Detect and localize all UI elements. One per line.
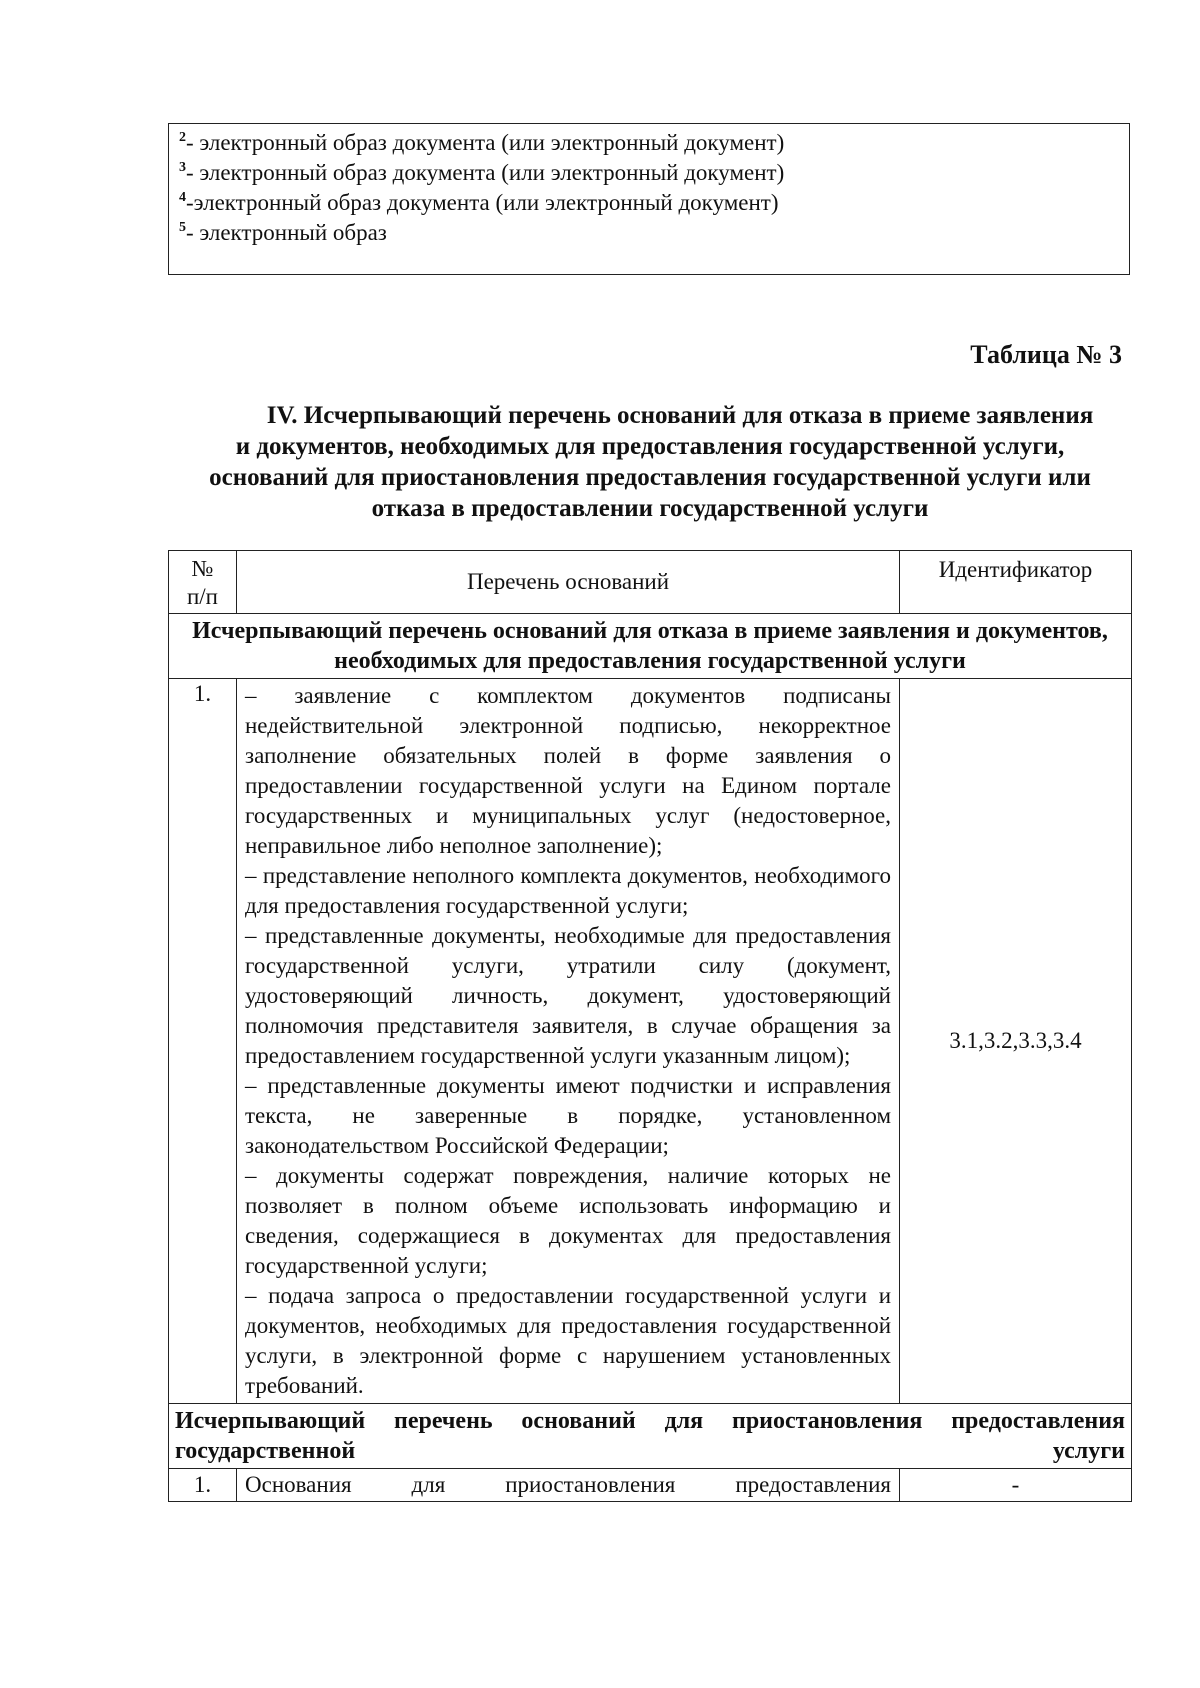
section-title-line: и документов, необходимых для предоставления государственной услуги, bbox=[235, 433, 1065, 460]
ground-item: – заявление с комплектом документов подписаны недействительной электронной подписью, некорректное заполнение обязательных полей в форме заявления о предоставлении государственной услуги на Едином портале государственных и муниципальных услуг (недостоверное, неправильное либо неполное заполнение); bbox=[245, 683, 891, 858]
section-heading: Исчерпывающий перечень оснований для приостановления предоставления государственной услуги bbox=[169, 1404, 1132, 1469]
footnote-mark: 5 bbox=[179, 220, 186, 235]
footnote-text: - электронный образ документа (или электронный документ) bbox=[186, 160, 785, 185]
footnote-mark: 4 bbox=[179, 190, 186, 205]
section-title-line: оснований для приостановления предоставления государственной услуги или bbox=[209, 464, 1091, 491]
section-title-line: отказа в предоставлении государственной услуги bbox=[371, 495, 929, 522]
ground-item: – подача запроса о предоставлении государственной услуги и документов, необходимых для предоставления государственной услуги, в электронной форме с нарушением установленных требований. bbox=[245, 1283, 891, 1398]
table-header-row bbox=[169, 551, 1132, 614]
grounds-table bbox=[168, 550, 1132, 1502]
footnote-mark: 3 bbox=[179, 160, 186, 175]
table-section-row bbox=[169, 1404, 1132, 1469]
footnote-text: -электронный образ документа (или электронный документ) bbox=[186, 190, 779, 215]
ground-item: – представленные документы, необходимые для предоставления государственной услуги, утратили силу (документ, удостоверяющий личность, документ, удостоверяющий полномочия представителя заявителя, в случае обращения за предоставлением государственной услуги указанным лицом); bbox=[245, 923, 891, 1068]
header-list: Перечень оснований bbox=[237, 551, 900, 614]
table-section-row bbox=[169, 614, 1132, 679]
ground-item: Основания для приостановления предоставления bbox=[245, 1472, 891, 1497]
footnote-line bbox=[179, 218, 1119, 248]
footnote-line bbox=[179, 158, 1119, 188]
row-grounds bbox=[237, 1469, 900, 1502]
row-identifier: - bbox=[900, 1469, 1132, 1502]
row-identifier: 3.1,3.2,3.3,3.4 bbox=[900, 679, 1132, 1404]
footnote-mark: 2 bbox=[179, 130, 186, 145]
ground-item: – документы содержат повреждения, наличие которых не позволяет в полном объеме использовать информацию и сведения, содержащиеся в документах для предоставления государственной услуги; bbox=[245, 1163, 891, 1278]
footnote-line bbox=[179, 188, 1119, 218]
header-number-abbrev: п/п bbox=[186, 584, 218, 609]
table-label: Таблица № 3 bbox=[970, 340, 1122, 369]
table-row bbox=[169, 679, 1132, 1404]
ground-item: – представление неполного комплекта документов, необходимого для предоставления государственной услуги; bbox=[245, 863, 891, 918]
table-row bbox=[169, 1469, 1132, 1502]
row-number: 1. bbox=[169, 1469, 237, 1502]
footnote-text: - электронный образ bbox=[186, 220, 387, 245]
section-title bbox=[160, 400, 1140, 524]
footnote-line bbox=[179, 128, 1119, 158]
section-title-line: IV. Исчерпывающий перечень оснований для отказа в приеме заявления bbox=[266, 402, 1094, 429]
ground-item: – представленные документы имеют подчистки и исправления текста, не заверенные в порядке, установленном законодательством Российской Федерации; bbox=[245, 1073, 891, 1158]
header-number bbox=[169, 551, 237, 614]
header-number-symbol: № bbox=[191, 556, 214, 581]
footnote-text: - электронный образ документа (или электронный документ) bbox=[186, 130, 785, 155]
footnotes-box bbox=[168, 123, 1130, 275]
row-grounds bbox=[237, 679, 900, 1404]
row-number: 1. bbox=[169, 679, 237, 1404]
section-heading: Исчерпывающий перечень оснований для отказа в приеме заявления и документов, необходимых для предоставления государственной услуги bbox=[169, 614, 1132, 679]
header-identifier: Идентификатор bbox=[900, 551, 1132, 614]
